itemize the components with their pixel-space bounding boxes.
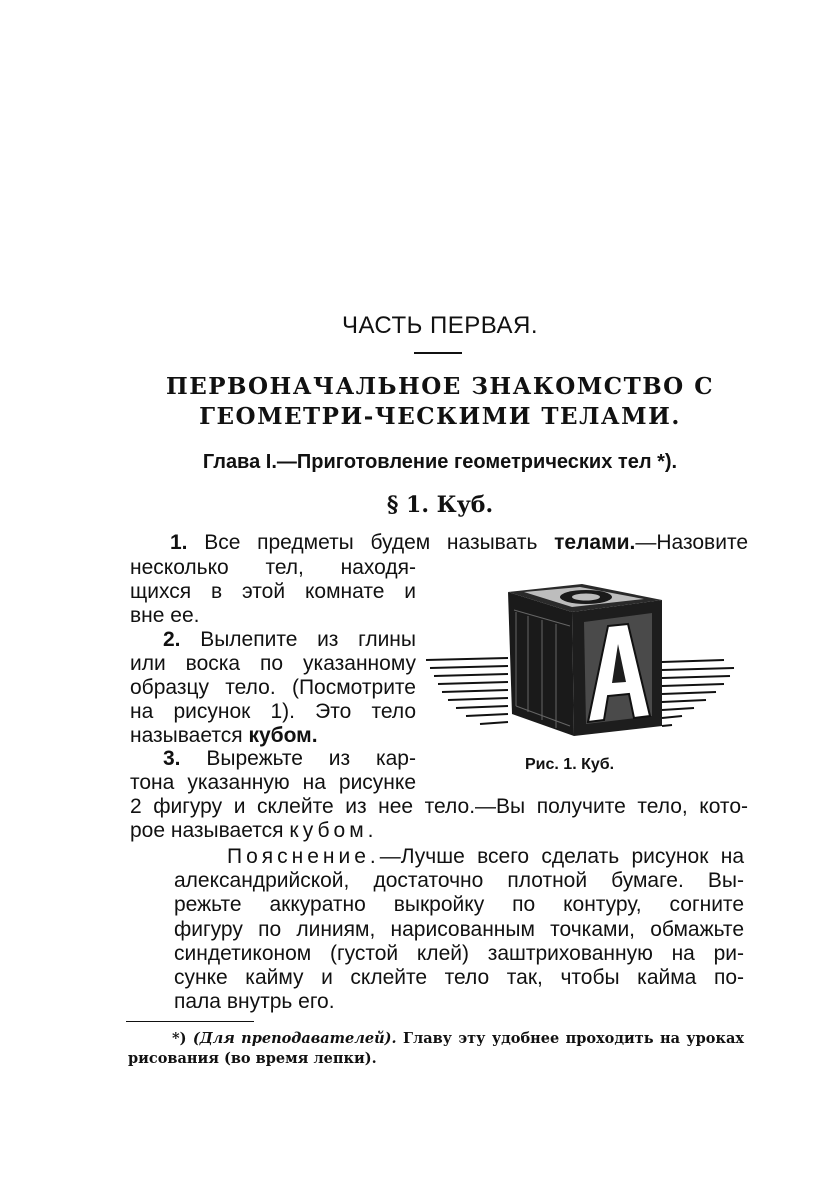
figure-letter: A xyxy=(424,582,425,583)
note-line-4: фигуру по линиям, нарисованным точками, обмажьте xyxy=(174,918,744,941)
cube-illustration xyxy=(424,582,740,742)
term-bodies: телами. xyxy=(554,531,636,554)
section-title: § 1. Куб. xyxy=(386,492,494,518)
paragraph-1-text-a: Все предметы будем называть xyxy=(204,531,538,554)
cube-left-face xyxy=(508,592,574,736)
paragraph-3-line-1 xyxy=(163,747,416,771)
footnote-text-1: Главу эту удобнее проходить на уроках xyxy=(402,1030,744,1047)
figure-caption: Рис. 1. Куб. xyxy=(525,756,615,773)
note-line-6: сунке кайму и склейте тело так, чтобы кайма по- xyxy=(174,966,744,989)
paragraph-1-line-2: несколько тел, находя- xyxy=(130,556,416,579)
paragraph-3-line-3: 2 фигуру и склейте из нее тело.—Вы получите тело, кото- xyxy=(130,795,748,818)
note-line-2: александрийской, достаточно плотной бумаге. Вы- xyxy=(174,869,744,892)
figure-cube xyxy=(424,582,740,742)
note-line-5: синдетиконом (густой клей) заштрихованную на ри- xyxy=(174,942,744,965)
paragraph-3-line-4 xyxy=(130,819,377,843)
paragraph-1-line-4: вне ее. xyxy=(130,604,200,627)
paragraph-3-text-1: Вырежьте из кар- xyxy=(206,747,416,770)
paragraph-3-number: 3. xyxy=(163,747,181,770)
paragraph-2-line-3: образцу тело. (Посмотрите xyxy=(130,676,416,699)
paragraph-3-line-2: тона указанную на рисунке xyxy=(130,771,416,794)
paragraph-1-text-b: —Назовите xyxy=(635,531,749,554)
footnote-rule xyxy=(126,1021,254,1022)
paragraph-2-number: 2. xyxy=(163,628,181,651)
paragraph-2-line-1 xyxy=(163,628,416,652)
footnote-mark: *) xyxy=(172,1030,187,1047)
paragraph-2-text-1: Вылепите из глины xyxy=(200,628,416,651)
note-line-7: пала внутрь его. xyxy=(174,990,335,1013)
note-label: Пояснение. xyxy=(227,845,380,868)
note-line-1 xyxy=(227,845,744,870)
chapter-title: Глава I.—Приготовление геометрических тел *). xyxy=(202,451,678,473)
footnote-line-2: рисования (во время лепки). xyxy=(128,1050,377,1067)
title-rule xyxy=(414,352,462,354)
paragraph-1-line-1 xyxy=(170,531,748,555)
footnote-line-1 xyxy=(172,1030,744,1047)
note-first-text: —Лучше всего сделать рисунок на xyxy=(379,845,744,868)
paragraph-1-number: 1. xyxy=(170,531,188,554)
note-line-3: режьте аккуратно выкройку по контуру, согните xyxy=(174,893,744,916)
paragraph-2-line-4: на рисунок 1). Это тело xyxy=(130,700,416,723)
part-title: ЧАСТЬ ПЕРВАЯ. xyxy=(341,312,539,339)
paragraph-1-line-3: щихся в этой комнате и xyxy=(130,580,416,603)
paragraph-2-line-5 xyxy=(130,724,318,748)
main-title: ПЕРВОНАЧАЛЬНОЕ ЗНАКОМСТВО С ГЕОМЕТРИ-ЧЕСКИМИ ТЕЛАМИ. xyxy=(165,373,715,430)
paragraph-2-line-2: или воска по указанному xyxy=(130,652,416,675)
paragraph-3-last-text: рое называется xyxy=(130,819,284,842)
paragraph-2-last-text: называется xyxy=(130,724,243,747)
footnote-italic: (Для преподавателей). xyxy=(192,1030,397,1047)
term-cube-spaced: кубом. xyxy=(289,819,378,842)
term-cube: кубом. xyxy=(248,724,318,747)
